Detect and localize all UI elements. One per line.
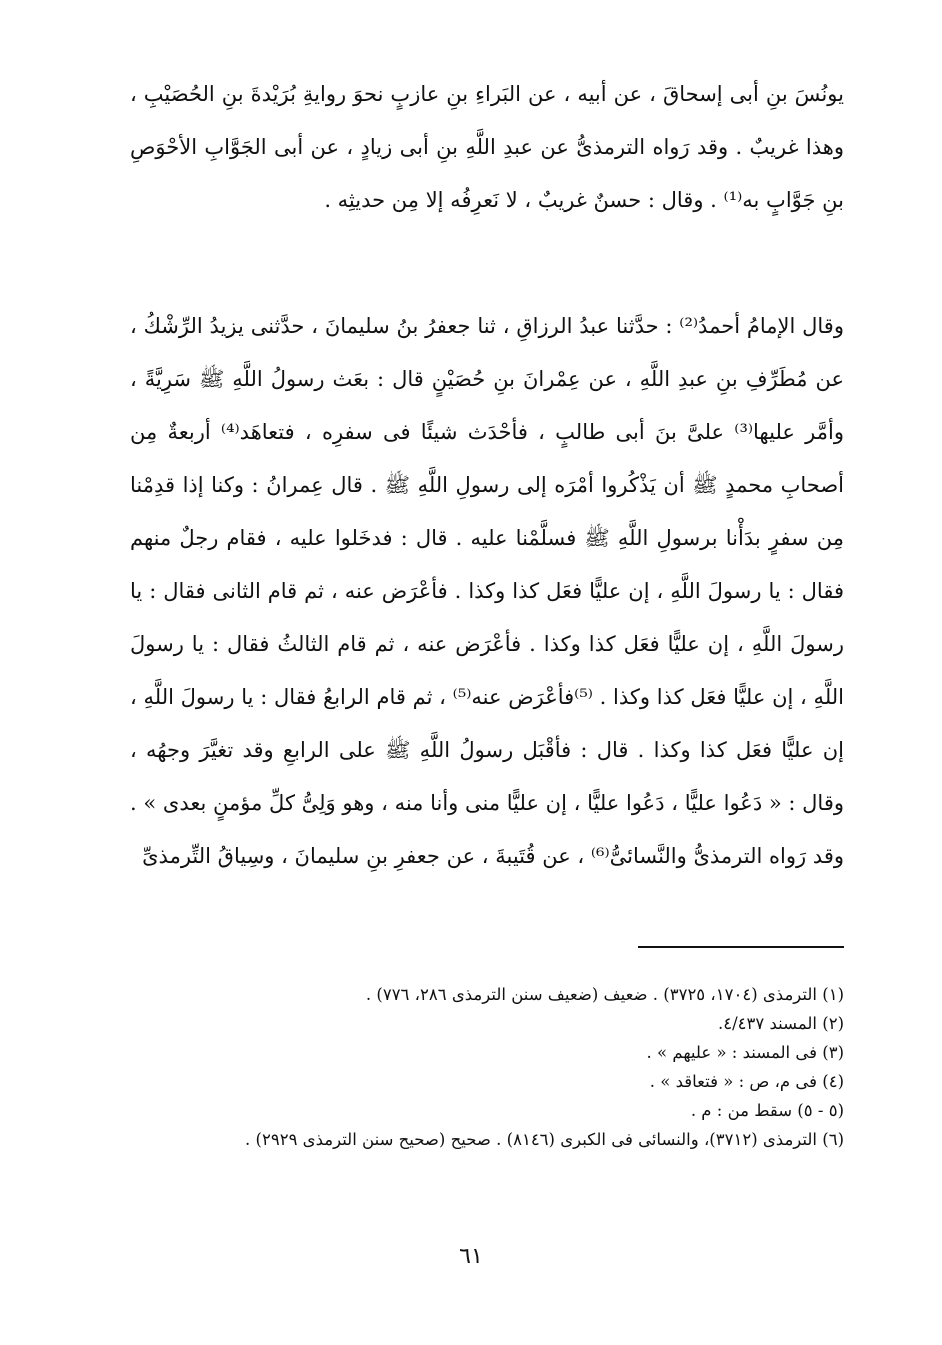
footnote-4: (٤) فى م، ص : « فتعاقد » . [649, 1072, 844, 1091]
footnote-2: (٢) المسند ٤/٤٣٧. [717, 1014, 844, 1033]
footnote-6: (٦) الترمذى (٣٧١٢)، والنسائى فى الكبرى (٨١٤٦) . صحيح (صحيح سنن الترمذى ٢٩٢٩) . [245, 1130, 844, 1149]
footnote-1: (١) الترمذى (١٧٠٤، ٣٧٢٥) . ضعيف (ضعيف سنن الترمذى ٢٨٦، ٧٧٦) . [365, 985, 844, 1004]
footnotes [130, 980, 844, 1154]
footnote-separator [638, 946, 844, 948]
footnote-3: (٣) فى المسند : « عليهم » . [646, 1043, 844, 1062]
paragraph-1: يونُسَ بنِ أبى إسحاقَ ، عن أبيه ، عن البَراءِ بنِ عازبٍ نحوَ روايةِ بُرَيْدةَ بنِ الحُصَيْبِ ، وهذا غريبٌ . وقد رَواه الترمذىُّ عن عبدِ اللَّهِ بنِ أبى زيادٍ ، عن أبى الجَوَّابِ الأحْوَصِ بنِ جَوَّابٍ به⁽¹⁾ . وقال : حسنٌ غريبٌ ، لا نَعرِفُه إلا مِن حديثِه . [130, 82, 844, 212]
paragraph-2: وقال الإمامُ أحمدُ⁽²⁾ : حدَّثنا عبدُ الرزاقِ ، ثنا جعفرُ بنُ سليمانَ ، حدَّثنى يزيدُ الرِّشْكُ ، عن مُطَرِّفِ بنِ عبدِ اللَّهِ ، عن عِمْرانَ بنِ حُصَيْنٍ قال : بعَث رسولُ اللَّهِ ﷺ سَرِيَّةً ، وأمَّر عليها⁽³⁾ علىَّ بنَ أبى طالبٍ ، فأحْدَث شيئًا فى سفرِه ، فتعاهَد⁽⁴⁾ أربعةٌ مِن أصحابِ محمدٍ ﷺ أن يَذْكُروا أمْرَه إلى رسولِ اللَّهِ ﷺ . قال عِمرانُ : وكنا إذا قدِمْنا مِن سفرٍ بدَأْنا برسولِ اللَّهِ ﷺ فسلَّمْنا عليه . قال : فدخَلوا عليه ، فقام رجلٌ منهم فقال : يا رسولَ اللَّهِ ، إن عليًّا فعَل كذا وكذا . فأعْرَض عنه ، ثم قام الثانى فقال : يا رسولَ اللَّهِ ، إن عليًّا فعَل كذا وكذا . فأعْرَض عنه ، ثم قام الثالثُ فقال : يا رسولَ اللَّهِ ، إن عليًّا فعَل كذا وكذا . ⁽⁵⁾فأعْرَض عنه⁽⁵⁾ ، ثم قام الرابعُ فقال : يا رسولَ اللَّهِ ، إن عليًّا فعَل كذا وكذا . قال : فأقْبَل رسولُ اللَّهِ ﷺ على الرابعِ وقد تغيَّرَ وجهُه ، وقال : « دَعُوا عليًّا ، دَعُوا عليًّا ، إن عليًّا منى وأنا منه ، وهو وَلِىُّ كلِّ مؤمنٍ بعدى » . وقد رَواه الترمذىُّ والنَّسائىُّ⁽⁶⁾ ، عن قُتَيبةَ ، عن جعفرِ بنِ سليمانَ ، وسِياقُ التِّرمذىِّ [130, 314, 845, 868]
footnote-5: (٥ - ٥) سقط من : م . [690, 1101, 844, 1120]
page-number: ٦١ [459, 1244, 483, 1269]
